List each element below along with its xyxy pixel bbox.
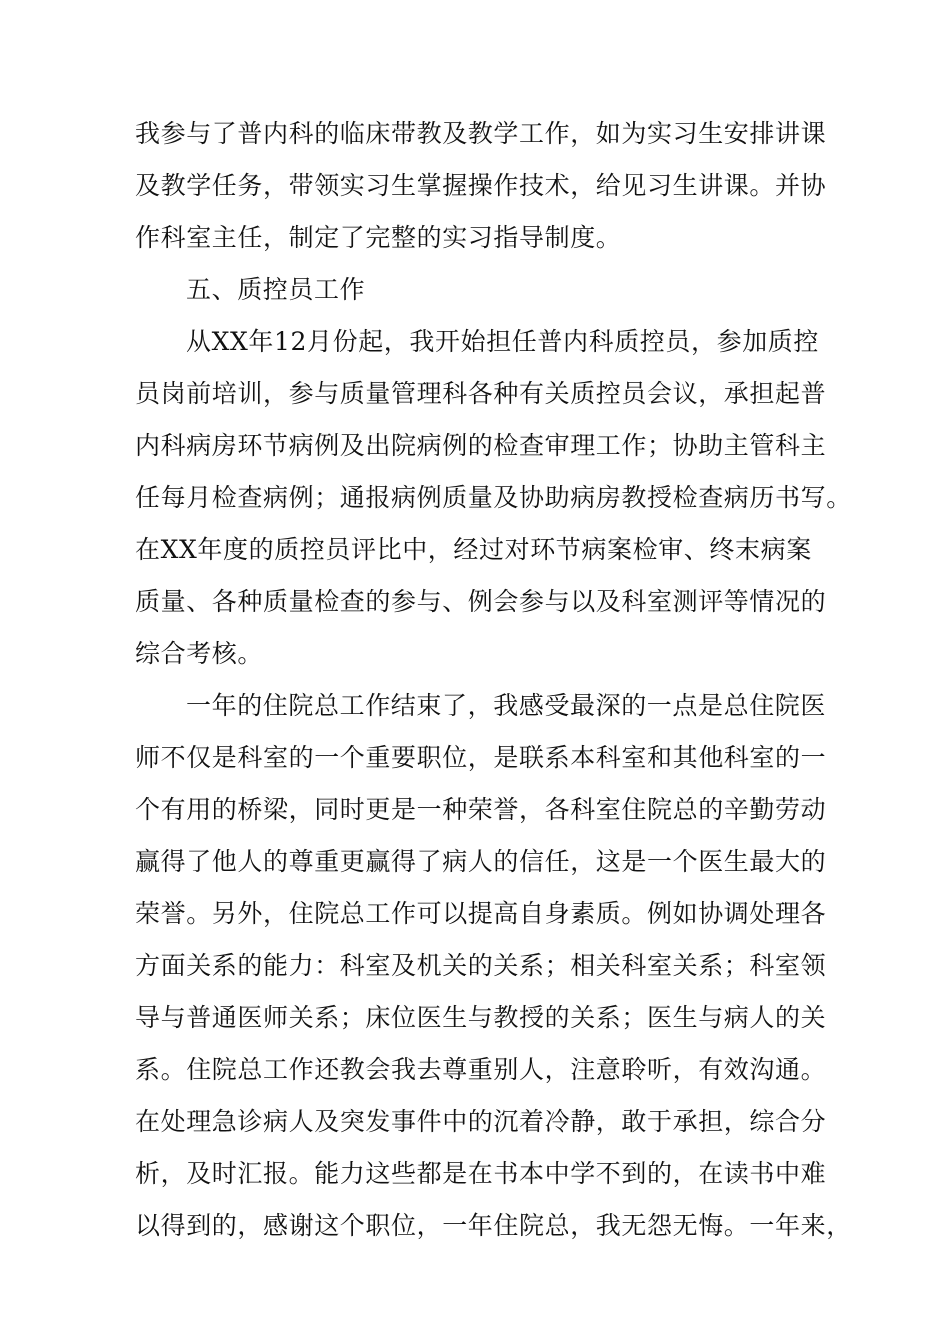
text-line: 我参与了普内科的临床带教及教学工作，如为实习生安排讲课: [135, 119, 827, 148]
text-line: 在XX年度的质控员评比中，经过对环节病案检审、终末病案: [135, 535, 812, 564]
text-line: 及教学任务，带领实习生掌握操作技术，给见习生讲课。并协: [135, 171, 827, 200]
text-line: 员岗前培训，参与质量管理科各种有关质控员会议，承担起普: [135, 379, 827, 408]
text-line: 方面关系的能力：科室及机关的关系；相关科室关系；科室领: [135, 951, 827, 980]
text-line: 综合考核。: [135, 639, 264, 668]
text-line: 内科病房环节病例及出院病例的检查审理工作；协助主管科主: [135, 431, 827, 460]
text-line: 任每月检查病例；通报病例质量及协助病房教授检查病历书写。: [135, 483, 852, 512]
text-line: 作科室主任，制定了完整的实习指导制度。: [135, 223, 622, 252]
text-line: 系。住院总工作还教会我去尊重别人，注意聆听，有效沟通。: [135, 1055, 827, 1084]
text-line: 个有用的桥梁，同时更是一种荣誉，各科室住院总的辛勤劳动: [135, 795, 827, 824]
text-line: 以得到的，感谢这个职位，一年住院总，我无怨无悔。一年来，: [135, 1211, 852, 1240]
text-line: 质量、各种质量检查的参与、例会参与以及科室测评等情况的: [135, 587, 827, 616]
text-line: 从XX年12月份起，我开始担任普内科质控员，参加质控: [186, 327, 820, 356]
text-line: 导与普通医师关系；床位医生与教授的关系；医生与病人的关: [135, 1003, 827, 1032]
text-line: 析，及时汇报。能力这些都是在书本中学不到的，在读书中难: [135, 1159, 827, 1188]
text-line: 赢得了他人的尊重更赢得了病人的信任，这是一个医生最大的: [135, 847, 827, 876]
text-line: 师不仅是科室的一个重要职位，是联系本科室和其他科室的一: [135, 743, 827, 772]
text-line: 在处理急诊病人及突发事件中的沉着冷静，敢于承担，综合分: [135, 1107, 827, 1136]
text-line: 荣誉。另外，住院总工作可以提高自身素质。例如协调处理各: [135, 899, 827, 928]
section-heading: 五、质控员工作: [186, 275, 366, 304]
text-line: 一年的住院总工作结束了，我感受最深的一点是总住院医: [186, 691, 827, 720]
